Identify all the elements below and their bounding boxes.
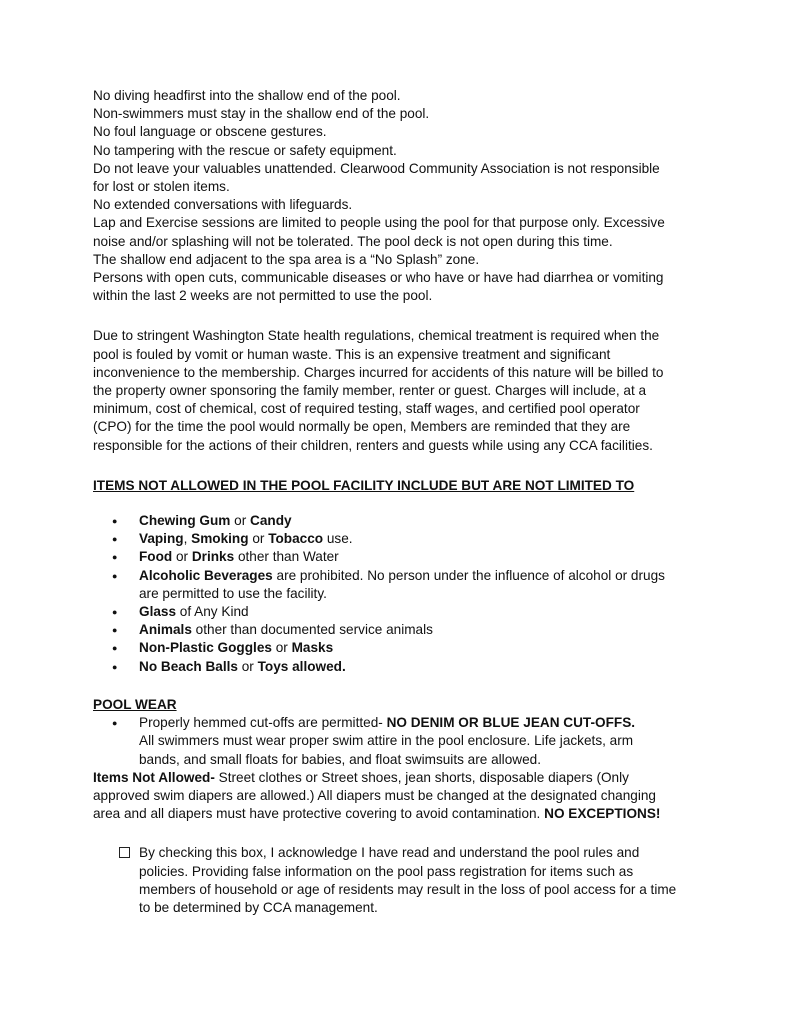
- bullet-icon: ●: [112, 643, 118, 654]
- rule-line: noise and/or splashing will not be tolerated. The pool deck is not open during this time.: [93, 233, 613, 249]
- list-item: [112, 658, 711, 676]
- item-bold: Drinks: [191, 549, 235, 565]
- list-item: [112, 639, 711, 657]
- health-regulations-paragraph: [93, 327, 711, 454]
- acknowledgement-line: By checking this box, I acknowledge I have read and understand the pool rules and: [139, 845, 640, 861]
- bullet-icon: ●: [112, 661, 118, 672]
- item-bold: Animals: [139, 622, 192, 638]
- rule-line: Lap and Exercise sessions are limited to people using the pool for that purpose only. Excessive: [93, 215, 665, 231]
- item-text: or: [248, 531, 269, 547]
- item-bold: No Beach Balls: [139, 658, 238, 674]
- item-text: other than Water: [234, 549, 339, 565]
- acknowledgement-line: to be determined by CCA management.: [139, 899, 378, 915]
- bullet-icon: ●: [112, 552, 118, 563]
- item-text: use.: [323, 531, 353, 547]
- rule-line: Do not leave your valuables unattended. Clearwood Community Association is not responsible: [93, 160, 660, 176]
- paragraph-line: pool is fouled by vomit or human waste. This is an expensive treatment and significant: [93, 346, 611, 362]
- item-bold: Alcoholic Beverages: [139, 567, 273, 583]
- rule-line: Persons with open cuts, communicable diseases or who have or have had diarrhea or vomiting: [93, 270, 664, 286]
- rule-line: No tampering with the rescue or safety equipment.: [93, 142, 397, 158]
- item-text: or: [230, 513, 251, 529]
- rule-line: No diving headfirst into the shallow end of the pool.: [93, 88, 401, 103]
- bullet-icon: ●: [112, 570, 118, 581]
- bullet-icon: ●: [112, 625, 118, 636]
- pool-wear-text: Properly hemmed cut-offs are permitted-: [139, 715, 387, 731]
- rule-line: No foul language or obscene gestures.: [93, 124, 327, 140]
- list-item: [112, 530, 711, 548]
- items-not-allowed-heading: ITEMS NOT ALLOWED IN THE POOL FACILITY INCLUDE BUT ARE NOT LIMITED TO: [93, 477, 635, 493]
- rule-line: within the last 2 weeks are not permitted to use the pool.: [93, 288, 433, 304]
- paragraph-line: the property owner sponsoring the family member, renter or guest. Charges will include, at a: [93, 383, 647, 399]
- paragraph-line: minimum, cost of chemical, cost of required testing, staff wages, and certified pool operator: [93, 401, 640, 417]
- item-text: are permitted to use the facility.: [139, 585, 327, 601]
- item-text: of Any Kind: [176, 604, 249, 620]
- paragraph-line: [93, 805, 711, 823]
- item-bold: Vaping: [139, 531, 184, 547]
- list-item: [112, 548, 711, 566]
- items-not-allowed-paragraph: [93, 769, 711, 824]
- item-bold: Candy: [250, 513, 292, 529]
- item-bold: Food: [139, 549, 173, 565]
- list-item: [112, 512, 711, 530]
- pool-wear-item: [93, 714, 711, 769]
- item-text: are prohibited. No person under the influence of alcohol or drugs: [272, 567, 665, 583]
- list-item: [112, 603, 711, 621]
- pool-rules-list: [93, 87, 711, 305]
- item-text: or: [271, 640, 292, 656]
- paragraph-line: [93, 769, 711, 787]
- acknowledgement-line: members of household or age of residents may result in the loss of pool access for a time: [139, 881, 677, 897]
- paragraph-line: approved swim diapers are allowed.) All diapers must be changed at the designated changing: [93, 787, 656, 803]
- paragraph-line: inconvenience to the membership. Charges incurred for accidents of this nature will be billed to: [93, 364, 664, 380]
- item-bold: Toys allowed.: [257, 658, 346, 674]
- bullet-icon: ●: [112, 718, 118, 729]
- pool-wear-line: All swimmers must wear proper swim attire in the pool enclosure. Life jackets, arm: [139, 733, 634, 749]
- pool-wear-heading: POOL WEAR: [93, 696, 177, 712]
- item-bold: Tobacco: [268, 531, 324, 547]
- acknowledgement-checkbox[interactable]: [119, 847, 130, 858]
- paragraph-line: Due to stringent Washington State health regulations, chemical treatment is required when the: [93, 328, 660, 344]
- item-text: other than documented service animals: [191, 622, 433, 638]
- rule-line: The shallow end adjacent to the spa area is a “No Splash” zone.: [93, 251, 480, 267]
- bullet-icon: ●: [112, 607, 118, 618]
- acknowledgement-line: policies. Providing false information on the pool pass registration for items such as: [139, 863, 634, 879]
- rule-line: for lost or stolen items.: [93, 179, 230, 195]
- items-not-allowed-list: [93, 512, 711, 676]
- pool-wear-line: bands, and small floats for babies, and float swimsuits are allowed.: [139, 751, 541, 767]
- rule-line: No extended conversations with lifeguards.: [93, 197, 353, 213]
- list-item: [112, 567, 711, 603]
- rule-line: Non-swimmers must stay in the shallow end of the pool.: [93, 106, 430, 122]
- paragraph-line: (CPO) for the time the pool would normally be open, Members are reminded that they are: [93, 419, 631, 435]
- item-text: or: [172, 549, 192, 565]
- acknowledgement-section: [93, 844, 711, 917]
- paragraph-line: responsible for the actions of their children, renters and guests while using any CCA facilities.: [93, 437, 653, 453]
- pool-wear-line: [139, 714, 711, 732]
- item-bold: Chewing Gum: [139, 513, 231, 529]
- bullet-icon: ●: [112, 534, 118, 545]
- item-bold: Non-Plastic Goggles: [139, 640, 272, 656]
- items-not-allowed-label: Items Not Allowed-: [93, 769, 215, 785]
- bullet-icon: ●: [112, 516, 118, 527]
- paragraph-text: area and all diapers must have protective covering to avoid contamination.: [93, 806, 545, 822]
- no-exceptions-text: NO EXCEPTIONS!: [544, 806, 661, 822]
- item-bold: Masks: [291, 640, 334, 656]
- item-text: ,: [183, 531, 192, 547]
- pool-wear-bold: NO DENIM OR BLUE JEAN CUT-OFFS.: [386, 715, 636, 731]
- paragraph-text: Street clothes or Street shoes, jean shorts, disposable diapers (Only: [214, 769, 629, 785]
- item-text: or: [237, 658, 258, 674]
- list-item: [112, 621, 711, 639]
- item-bold: Smoking: [191, 531, 249, 547]
- item-bold: Glass: [139, 604, 177, 620]
